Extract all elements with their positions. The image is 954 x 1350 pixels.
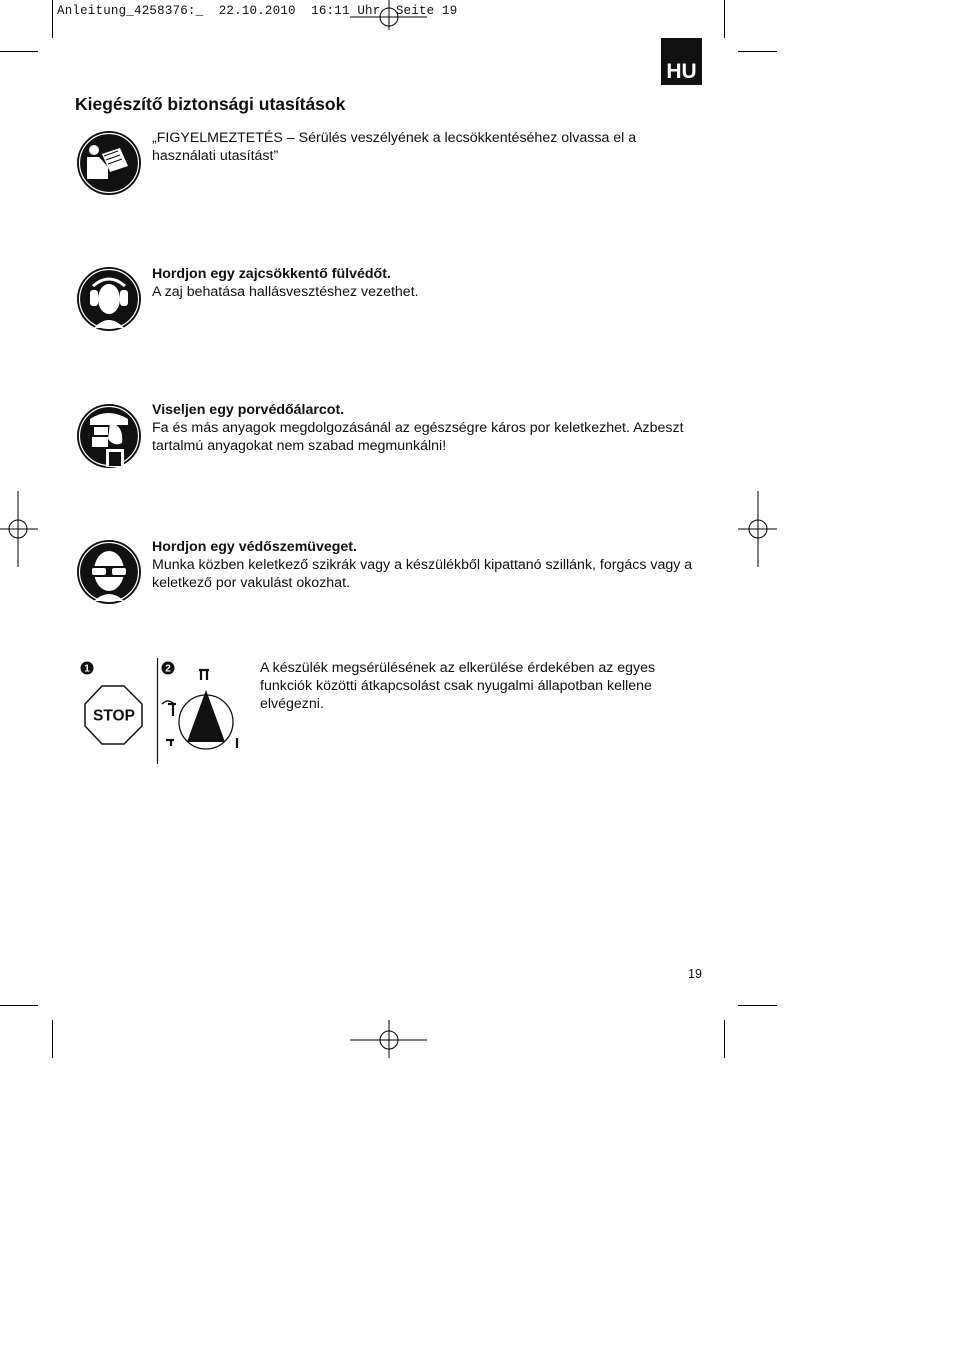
drill-symbol-icon xyxy=(199,670,209,680)
instruction-block xyxy=(152,401,712,455)
section-title: Kiegészítő biztonsági utasítások xyxy=(75,94,346,114)
figure-1-badge-label: 1 xyxy=(84,663,90,675)
dust-mask-icon xyxy=(76,403,142,469)
chisel-symbol-icon xyxy=(166,740,174,746)
page-number: 19 xyxy=(688,967,702,981)
instruction-text: Munka közben keletkező szikrák vagy a készülékből kipattanó szillánk, forgács vagy a keletkező por vakulást okozhat. xyxy=(152,557,693,591)
ear-protection-icon xyxy=(76,266,142,332)
instruction-heading: Hordjon egy védőszemüveget. xyxy=(152,539,357,555)
read-manual-icon xyxy=(76,130,142,196)
instruction-text: „FIGYELMEZTETÉS – Sérülés veszélyének a lecsökkentéséhez olvassa el a használati utasítást” xyxy=(152,130,637,164)
instruction-heading: Viseljen egy porvédőálarcot. xyxy=(152,402,345,418)
switch-figure xyxy=(78,656,242,766)
stop-sign-label: STOP xyxy=(93,707,135,725)
instruction-heading: Hordjon egy zajcsökkentő fülvédőt. xyxy=(152,266,391,282)
instruction-text: A zaj behatása hallásvesztéshez vezethet. xyxy=(152,284,419,300)
instruction-text: Fa és más anyagok megdolgozásánál az egészségre káros por keletkezhet. Azbeszt tartalmú anyagokat nem szabad megmunkálni! xyxy=(152,420,684,454)
print-header: Anleitung_4258376:_ 22.10.2010 16:11 Uhr Seite 19 xyxy=(57,4,458,18)
language-badge: HU xyxy=(661,38,702,85)
figure-2-badge-label: 2 xyxy=(165,663,171,675)
switch-notice-text: A készülék megsérülésének az elkerülése érdekében az egyes funkciók közötti átkapcsolást csak nyugalmi állapotban kellene elvégezni. xyxy=(260,660,656,712)
instruction-block xyxy=(152,265,712,301)
instruction-block xyxy=(152,538,712,592)
safety-goggles-icon xyxy=(76,539,142,605)
